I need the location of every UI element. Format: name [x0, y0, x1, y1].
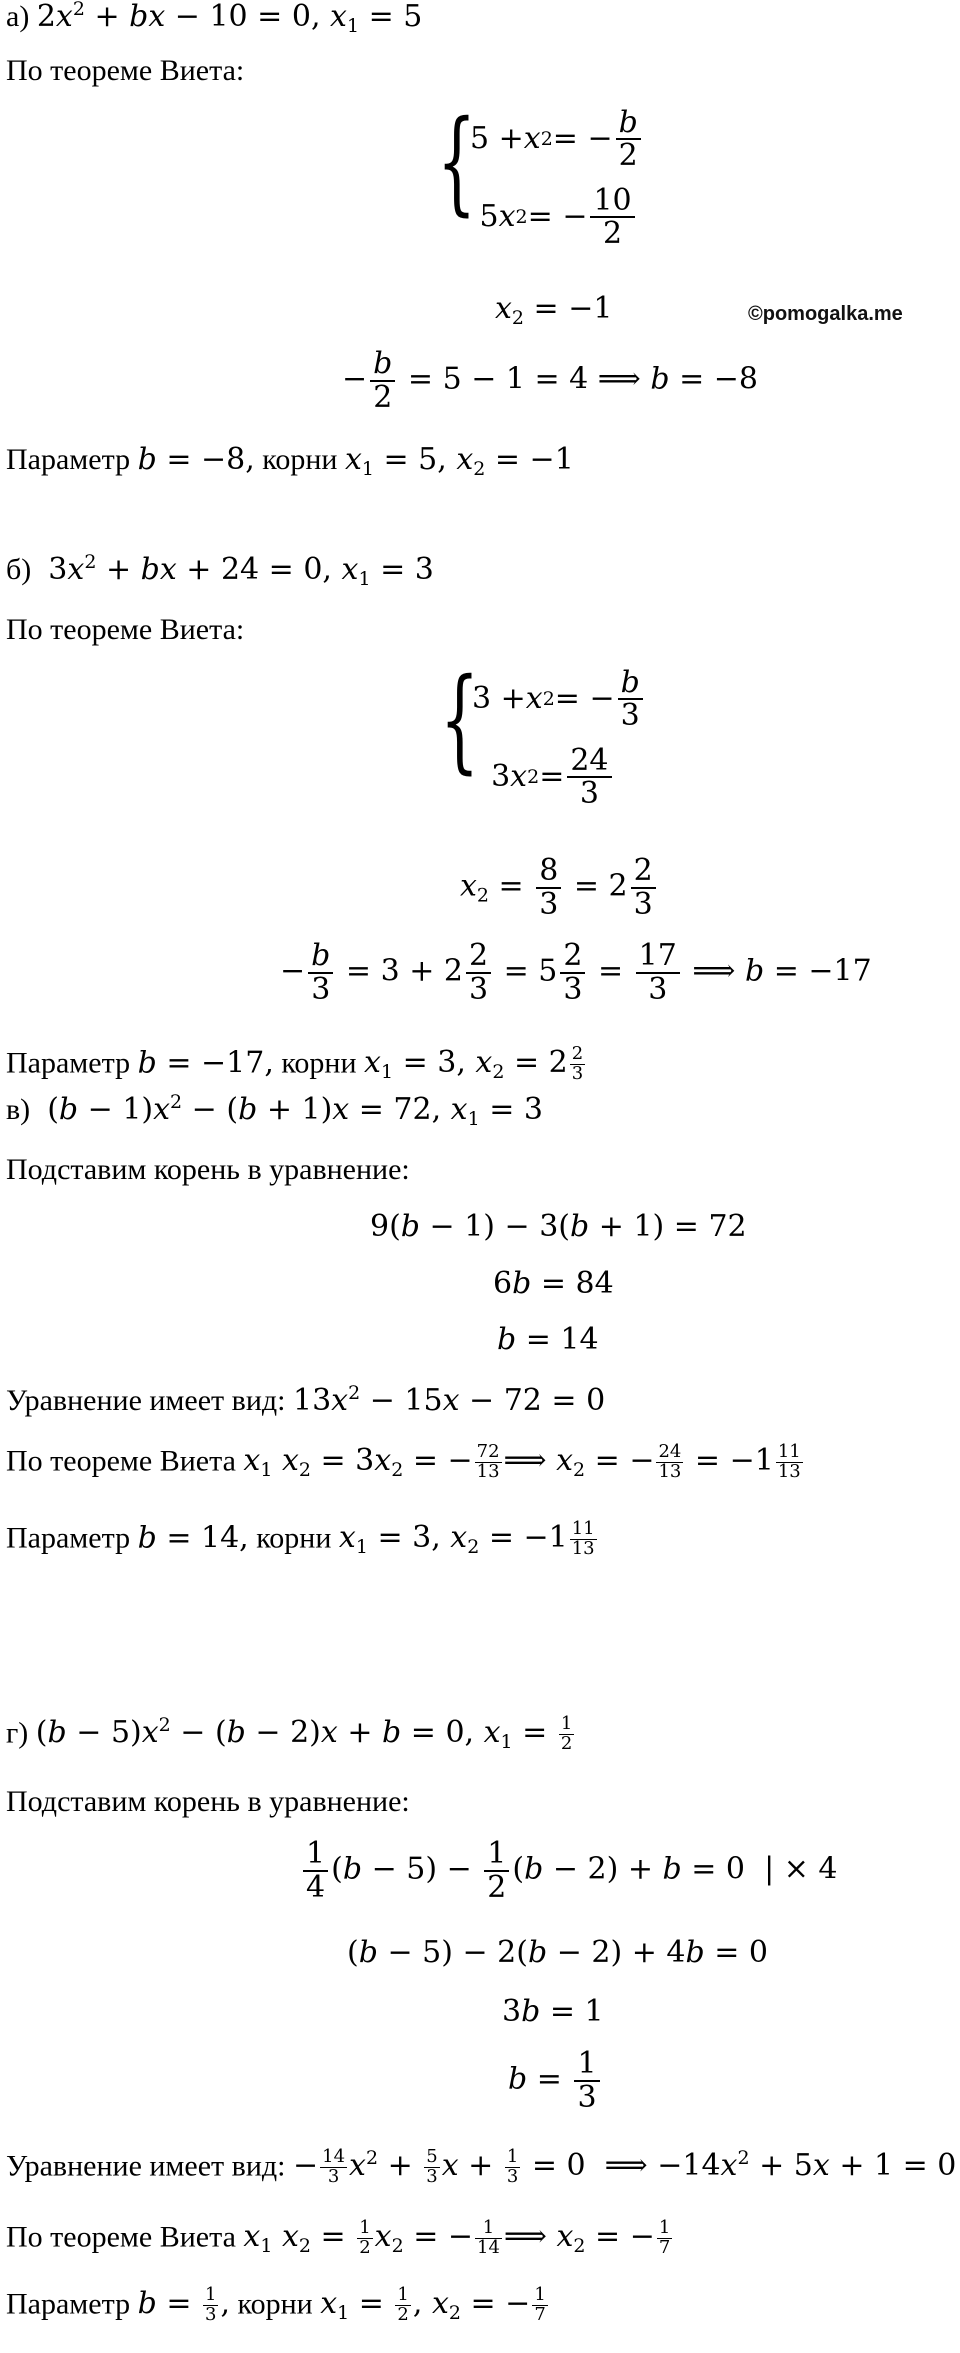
part-a-header: а) $2x^2$ + bx − 10 = 0, $x_1 = 5$ — [6, 0, 423, 37]
system-brace-a: { — [437, 97, 477, 227]
eq-v-3: b = 14 — [497, 1322, 599, 1357]
eq-g-3: 3b = 1 — [502, 1994, 604, 2029]
eq-v-2: 6b = 84 — [493, 1266, 614, 1301]
part-b-vieta-label: По теореме Виета: — [6, 613, 245, 646]
eq-g-1: $\frac{1}{4}$ (b − 5) − $\frac{1}{2}$ (b − 2) + b = 0 | × 4 — [300, 1838, 838, 1903]
part-v-header: в) $(b - 1)x^2 - (b + 1)x = 72$, $x_1 = 3$ — [6, 1091, 543, 1130]
part-g-result: Параметр b = $\frac{1}{3}$ , корни $x_1$ = $\frac{1}{2}$ , $x_2$ = − $\frac{1}{7}$ — [6, 2284, 546, 2325]
part-v-eq-kind: Уравнение имеет вид: $13x^2 - 15x - 72 = 0$ — [6, 1382, 606, 1418]
eq-b-b: − $\frac{b}{3}$ = 3 + 2 $\frac{2}{3}$ = 5 $\frac{2}{3}$ = $\frac{17}{3}$ ⟹ b = −17 — [280, 938, 872, 1007]
part-g-header: г) $(b - 5)x^2 - (b - 2)x + b = 0$, $x_1$ = $\frac{1}{2}$ — [6, 1713, 573, 1754]
part-v-vieta: По теореме Виета $x_1$ $x_2 = 3x_2$ = − $\frac{72}{13}$ ⟹ $x_2$ = − $\frac{24}{13}$ = −1 $\frac{11}{13}$ — [6, 1441, 801, 1482]
part-g-eq-kind: Уравнение имеет вид: − $\frac{14}{3}$ $x^2$ + $\frac{5}{3}$ x + $\frac{1}{3}$ = 0 ⟹ $-14x^2 + 5x + 1 = 0$ — [6, 2146, 957, 2187]
part-a-vieta-label: По теореме Виета: — [6, 54, 245, 87]
system-brace-b: { — [440, 655, 480, 785]
eq-v-1: 9(b − 1) − 3(b + 1) = 72 — [370, 1209, 747, 1244]
eq-a-x2: $x_2 = -1$ — [495, 291, 613, 329]
part-v-result: Параметр b = 14, корни $x_1 = 3$, $x_2 = -1$ $\frac{11}{13}$ — [6, 1518, 595, 1559]
part-b-header: б) $3x^2$ + bx + 24 = 0, $x_1 = 3$ — [6, 551, 434, 590]
part-g-vieta: По теореме Виета $x_1$ $x_2$ = $\frac{1}{2}$ $x_2$ = − $\frac{1}{14}$ ⟹ $x_2$ = − $\frac{1}{7}$ — [6, 2217, 671, 2258]
part-g-subst-label: Подставим корень в уравнение: — [6, 1785, 410, 1818]
system-a: 5 + x 2 = − $\frac{b}{2}$ 5 x 2 = − $\frac{10}{2}$ — [470, 100, 644, 256]
eq-g-2: (b − 5) − 2(b − 2) + 4b = 0 — [347, 1935, 768, 1970]
part-v-subst-label: Подставим корень в уравнение: — [6, 1153, 410, 1186]
part-b-result: Параметр b = −17, корни $x_1 = 3$, $x_2 = 2$ $\frac{2}{3}$ — [6, 1043, 584, 1084]
part-a-result: Параметр b = −8, корни $x_1 = 5$, $x_2 = -1$ — [6, 442, 574, 480]
system-b: 3 + x 2 = − $\frac{b}{3}$ 3 x 2 = $\frac{24}{3}$ — [472, 660, 646, 816]
eq-a-b: − $\frac{b}{2}$ = 5 − 1 = 4 ⟹ b = −8 — [342, 346, 758, 415]
eq-b-x2: $x_2$ = $\frac{8}{3}$ = 2 $\frac{2}{3}$ — [460, 855, 659, 920]
watermark-a: ©pomogalka.me — [748, 303, 903, 325]
eq-g-4: b = $\frac{1}{3}$ — [508, 2048, 603, 2113]
